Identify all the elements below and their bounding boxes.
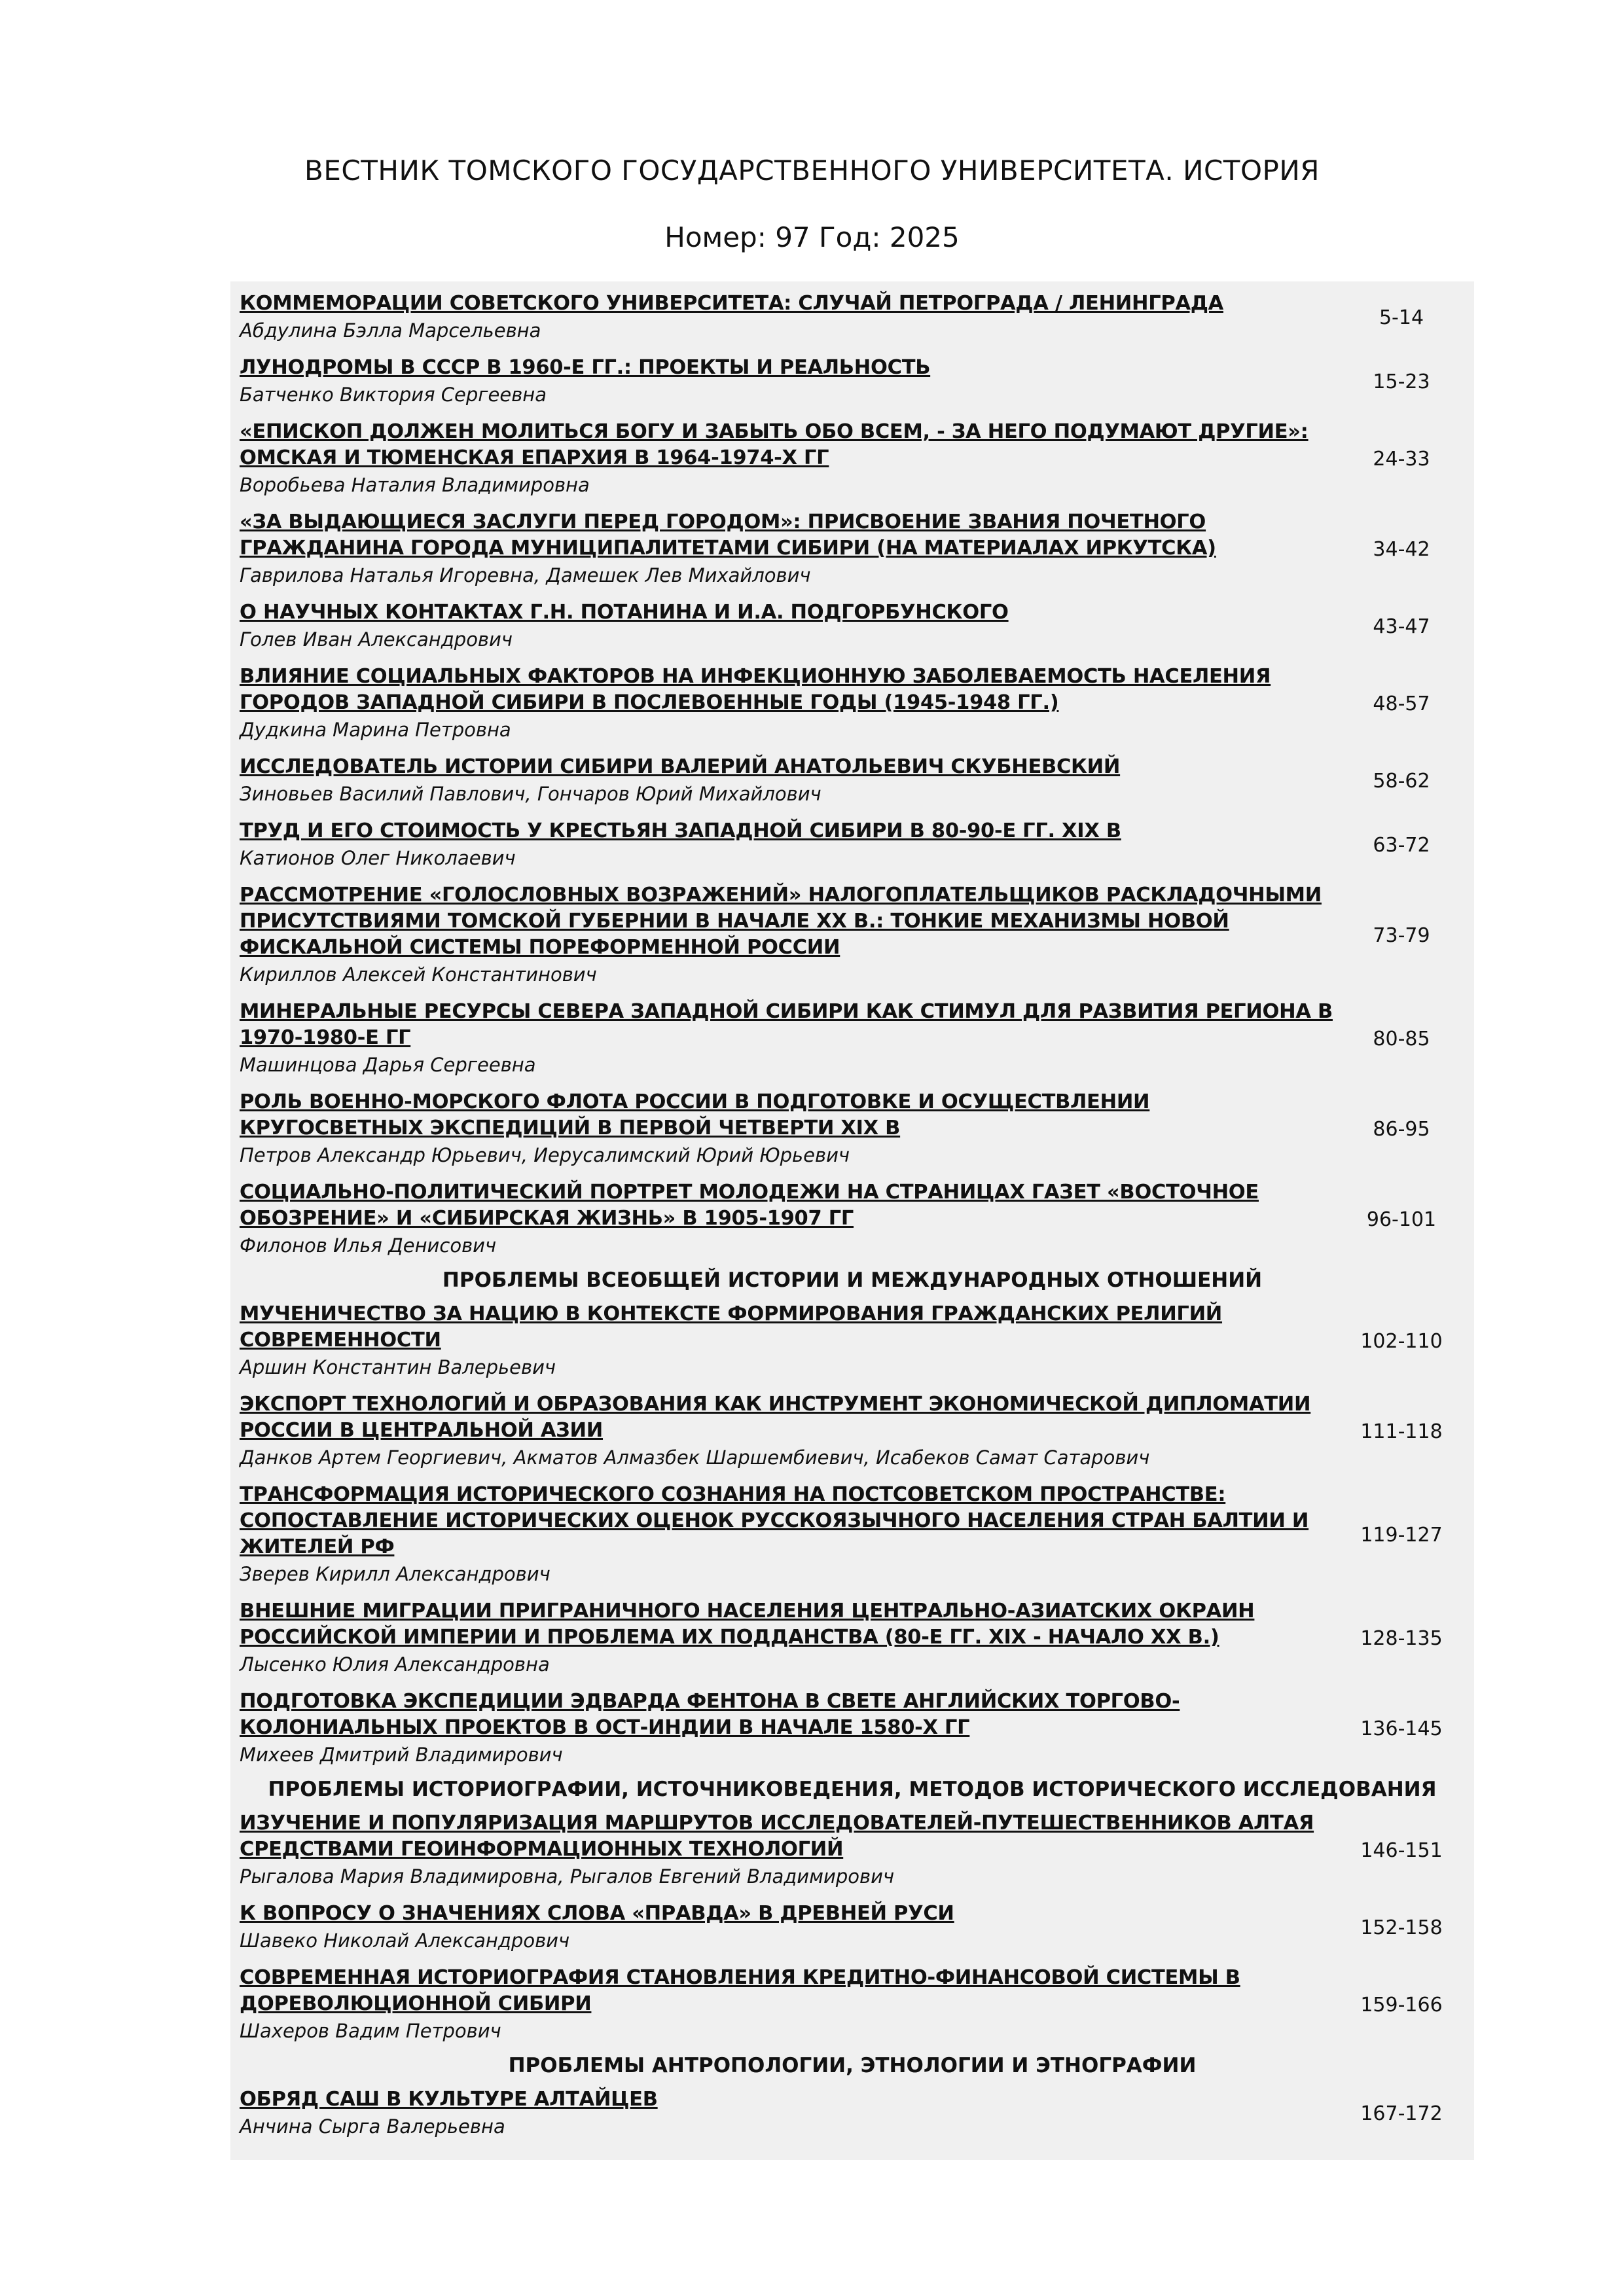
article-pages: 128-135 [1360,1626,1443,1650]
article-authors: Данков Артем Георгиевич, Акматов Алмазбек Шаршембиевич, Исабеков Самат Сатарович [240,1446,1150,1469]
article-authors: Шавеко Николай Александрович [240,1929,570,1952]
journal-title: ВЕСТНИК ТОМСКОГО ГОСУДАРСТВЕННОГО УНИВЕРСИТЕТА. ИСТОРИЯ [304,154,1320,187]
article-pages: 58-62 [1373,769,1430,793]
article-pages: 34-42 [1373,537,1430,561]
article-title-link[interactable]: ИЗУЧЕНИЕ И ПОПУЛЯРИЗАЦИЯ МАРШРУТОВ ИССЛЕДОВАТЕЛЕЙ-ПУТЕШЕСТВЕННИКОВ АЛТАЯ СРЕДСТВАМИ ГЕОИНФОРМАЦИОННЫХ ТЕХНОЛОГИЙ [240,1812,1314,1861]
article-authors: Филонов Илья Денисович [240,1234,497,1257]
article-pages: 48-57 [1373,692,1430,715]
toc-entry-text [240,882,1339,988]
article-pages: 136-145 [1360,1717,1443,1740]
section-heading: ПРОБЛЕМЫ АНТРОПОЛОГИИ, ЭТНОЛОГИИ И ЭТНОГРАФИИ [508,2054,1197,2077]
article-title-link[interactable]: К ВОПРОСУ О ЗНАЧЕНИЯХ СЛОВА «ПРАВДА» В ДРЕВНЕЙ РУСИ [240,1902,954,1925]
article-title-link[interactable]: ЭКСПОРТ ТЕХНОЛОГИЙ И ОБРАЗОВАНИЯ КАК ИНСТРУМЕНТ ЭКОНОМИЧЕСКОЙ ДИПЛОМАТИИ РОССИИ В ЦЕНТРАЛЬНОЙ АЗИИ [240,1393,1311,1442]
table-of-contents [230,281,1474,2160]
toc-entry [230,419,1474,499]
article-authors: Рыгалова Мария Владимировна, Рыгалов Евгений Владимирович [240,1865,895,1888]
toc-entry [230,664,1474,744]
toc-entry [230,1089,1474,1169]
article-title-link[interactable]: ВНЕШНИЕ МИГРАЦИИ ПРИГРАНИЧНОГО НАСЕЛЕНИЯ ЦЕНТРАЛЬНО-АЗИАТСКИХ ОКРАИН РОССИЙСКОЙ ИМПЕРИИ И ПРОБЛЕМА ИХ ПОДДАНСТВА (80-Е ГГ. XIX - НАЧАЛО XX В.) [240,1600,1255,1649]
article-authors: Зиновьев Василий Павлович, Гончаров Юрий Михайлович [240,783,821,805]
article-authors: Михеев Дмитрий Владимирович [240,1744,563,1766]
article-pages: 80-85 [1373,1027,1430,1050]
article-title-link[interactable]: МИНЕРАЛЬНЫЕ РЕСУРСЫ СЕВЕРА ЗАПАДНОЙ СИБИРИ КАК СТИМУЛ ДЛЯ РАЗВИТИЯ РЕГИОНА В 1970-1980-Е ГГ [240,1000,1333,1049]
toc-entry [230,1391,1474,1471]
article-pages: 152-158 [1360,1916,1443,1939]
article-pages: 167-172 [1360,2102,1443,2125]
article-title-link[interactable]: МУЧЕНИЧЕСТВО ЗА НАЦИЮ В КОНТЕКСТЕ ФОРМИРОВАНИЯ ГРАЖДАНСКИХ РЕЛИГИЙ СОВРЕМЕННОСТИ [240,1302,1223,1352]
article-title-link[interactable]: СОЦИАЛЬНО-ПОЛИТИЧЕСКИЙ ПОРТРЕТ МОЛОДЕЖИ НА СТРАНИЦАХ ГАЗЕТ «ВОСТОЧНОЕ ОБОЗРЕНИЕ» И «СИБИРСКАЯ ЖИЗНЬ» В 1905-1907 ГГ [240,1181,1259,1230]
section-heading: ПРОБЛЕМЫ ВСЕОБЩЕЙ ИСТОРИИ И МЕЖДУНАРОДНЫХ ОТНОШЕНИЙ [442,1268,1263,1292]
toc-entry [230,1598,1474,1678]
article-pages: 102-110 [1360,1329,1443,1353]
toc-entry [230,818,1474,872]
toc-entry [230,355,1474,408]
toc-entry [230,1301,1474,1381]
toc-entry [230,291,1474,344]
section-heading: ПРОБЛЕМЫ ИСТОРИОГРАФИИ, ИСТОЧНИКОВЕДЕНИЯ, МЕТОДОВ ИСТОРИЧЕСКОГО ИССЛЕДОВАНИЯ [268,1778,1437,1801]
toc-entry-text [240,2087,1339,2140]
article-authors: Абдулина Бэлла Марсельевна [240,319,541,342]
article-title-link[interactable]: РАССМОТРЕНИЕ «ГОЛОСЛОВНЫХ ВОЗРАЖЕНИЙ» НАЛОГОПЛАТЕЛЬЩИКОВ РАСКЛАДОЧНЫМИ ПРИСУТСТВИЯМИ ТОМСКОЙ ГУБЕРНИИ В НАЧАЛЕ XX В.: ТОНКИЕ МЕХАНИЗМЫ НОВОЙ ФИСКАЛЬНОЙ СИСТЕМЫ ПОРЕФОРМЕННОЙ РОССИИ [240,884,1322,959]
toc-entry [230,1901,1474,1954]
toc-entry [230,1482,1474,1588]
article-title-link[interactable]: ЛУНОДРОМЫ В СССР В 1960-Е ГГ.: ПРОЕКТЫ И РЕАЛЬНОСТЬ [240,356,931,379]
article-title-link[interactable]: РОЛЬ ВОЕННО-МОРСКОГО ФЛОТА РОССИИ В ПОДГОТОВКЕ И ОСУЩЕСТВЛЕНИИ КРУГОСВЕТНЫХ ЭКСПЕДИЦИЙ В ПЕРВОЙ ЧЕТВЕРТИ XIX В [240,1090,1150,1139]
toc-entry-text [240,1089,1339,1169]
article-authors: Батченко Виктория Сергеевна [240,384,547,406]
article-pages: 86-95 [1373,1117,1430,1141]
article-title-link[interactable]: ПОДГОТОВКА ЭКСПЕДИЦИИ ЭДВАРДА ФЕНТОНА В СВЕТЕ АНГЛИЙСКИХ ТОРГОВО-КОЛОНИАЛЬНЫХ ПРОЕКТОВ В ОСТ-ИНДИИ В НАЧАЛЕ 1580-Х ГГ [240,1690,1180,1739]
toc-entry-text [240,1901,1339,1954]
toc-entry [230,509,1474,589]
article-authors: Лысенко Юлия Александровна [240,1653,550,1676]
toc-entry [230,1810,1474,1890]
article-authors: Шахеров Вадим Петрович [240,2020,501,2042]
article-authors: Петров Александр Юрьевич, Иерусалимский Юрий Юрьевич [240,1144,850,1166]
toc-entry-text [240,1482,1339,1588]
article-authors: Кириллов Алексей Константинович [240,963,597,986]
article-title-link[interactable]: СОВРЕМЕННАЯ ИСТОРИОГРАФИЯ СТАНОВЛЕНИЯ КРЕДИТНО-ФИНАНСОВОЙ СИСТЕМЫ В ДОРЕВОЛЮЦИОННОЙ СИБИРИ [240,1966,1240,2015]
toc-entry-text [240,1179,1339,1259]
article-pages: 43-47 [1373,615,1430,638]
toc-entry-text [240,1598,1339,1678]
article-authors: Аршин Константин Валерьевич [240,1356,556,1378]
article-authors: Машинцова Дарья Сергеевна [240,1054,536,1076]
toc-entry-text [240,600,1339,653]
toc-entry-text [240,355,1339,408]
article-pages: 146-151 [1360,1839,1443,1862]
toc-entry-text [240,1965,1339,2045]
toc-entry-text [240,419,1339,499]
toc-entry-text [240,818,1339,872]
toc-entry-text [240,509,1339,589]
toc-entry [230,600,1474,653]
toc-entry [230,1965,1474,2045]
toc-entry [230,1689,1474,1768]
toc-entry-text [240,291,1339,344]
toc-entry-text [240,1301,1339,1381]
article-authors: Катионов Олег Николаевич [240,847,516,869]
article-title-link[interactable]: ВЛИЯНИЕ СОЦИАЛЬНЫХ ФАКТОРОВ НА ИНФЕКЦИОННУЮ ЗАБОЛЕВАЕМОСТЬ НАСЕЛЕНИЯ ГОРОДОВ ЗАПАДНОЙ СИБИРИ В ПОСЛЕВОЕННЫЕ ГОДЫ (1945-1948 ГГ.) [240,665,1271,714]
article-title-link[interactable]: «ЕПИСКОП ДОЛЖЕН МОЛИТЬСЯ БОГУ И ЗАБЫТЬ ОБО ВСЕМ, - ЗА НЕГО ПОДУМАЮТ ДРУГИЕ»: ОМСКАЯ И ТЮМЕНСКАЯ ЕПАРХИЯ В 1964-1974-Х ГГ [240,420,1308,469]
toc-entry-text [240,1391,1339,1471]
toc-entry-text [240,1810,1339,1890]
toc-entry-text [240,1689,1339,1768]
toc-entry-text [240,664,1339,744]
article-title-link[interactable]: ИССЛЕДОВАТЕЛЬ ИСТОРИИ СИБИРИ ВАЛЕРИЙ АНАТОЛЬЕВИЧ СКУБНЕВСКИЙ [240,755,1121,778]
article-authors: Дудкина Марина Петровна [240,719,511,741]
article-pages: 24-33 [1373,447,1430,471]
article-title-link[interactable]: О НАУЧНЫХ КОНТАКТАХ Г.Н. ПОТАНИНА И И.А. ПОДГОРБУНСКОГО [240,601,1009,624]
article-pages: 5-14 [1379,306,1424,329]
article-pages: 111-118 [1360,1420,1443,1443]
issue-line: Номер: 97 Год: 2025 [664,221,960,253]
article-pages: 15-23 [1373,370,1430,393]
toc-entry-text [240,754,1339,808]
article-authors: Гаврилова Наталья Игоревна, Дамешек Лев Михайлович [240,564,811,586]
article-authors: Анчина Сырга Валерьевна [240,2115,505,2138]
article-pages: 159-166 [1360,1993,1443,2017]
article-title-link[interactable]: «ЗА ВЫДАЮЩИЕСЯ ЗАСЛУГИ ПЕРЕД ГОРОДОМ»: ПРИСВОЕНИЕ ЗВАНИЯ ПОЧЕТНОГО ГРАЖДАНИНА ГОРОДА МУНИЦИПАЛИТЕТАМИ СИБИРИ (НА МАТЕРИАЛАХ ИРКУТСКА) [240,511,1216,560]
toc-entry-text [240,999,1339,1079]
article-title-link[interactable]: ОБРЯД CАШ В КУЛЬТУРЕ АЛТАЙЦЕВ [240,2088,658,2111]
article-pages: 63-72 [1373,833,1430,857]
article-authors: Воробьева Наталия Владимировна [240,474,590,496]
article-title-link[interactable]: ТРАНСФОРМАЦИЯ ИСТОРИЧЕСКОГО СОЗНАНИЯ НА ПОСТСОВЕТСКОМ ПРОСТРАНСТВЕ: СОПОСТАВЛЕНИЕ ИСТОРИЧЕСКИХ ОЦЕНОК РУССКОЯЗЫЧНОГО НАСЕЛЕНИЯ СТРАН БАЛТИИ И ЖИТЕЛЕЙ РФ [240,1483,1309,1558]
article-pages: 73-79 [1373,924,1430,947]
toc-entry [230,999,1474,1079]
article-pages: 96-101 [1366,1208,1437,1231]
article-pages: 119-127 [1360,1523,1443,1547]
article-authors: Голев Иван Александрович [240,628,513,651]
toc-entry [230,882,1474,988]
article-title-link[interactable]: КОММЕМОРАЦИИ СОВЕТСКОГО УНИВЕРСИТЕТА: СЛУЧАЙ ПЕТРОГРАДА / ЛЕНИНГРАДА [240,292,1223,315]
toc-entry [230,1179,1474,1259]
article-title-link[interactable]: ТРУД И ЕГО СТОИМОСТЬ У КРЕСТЬЯН ЗАПАДНОЙ СИБИРИ В 80-90-Е ГГ. XIX В [240,819,1121,842]
toc-entry [230,2087,1474,2140]
article-authors: Зверев Кирилл Александрович [240,1563,550,1585]
toc-entry [230,754,1474,808]
